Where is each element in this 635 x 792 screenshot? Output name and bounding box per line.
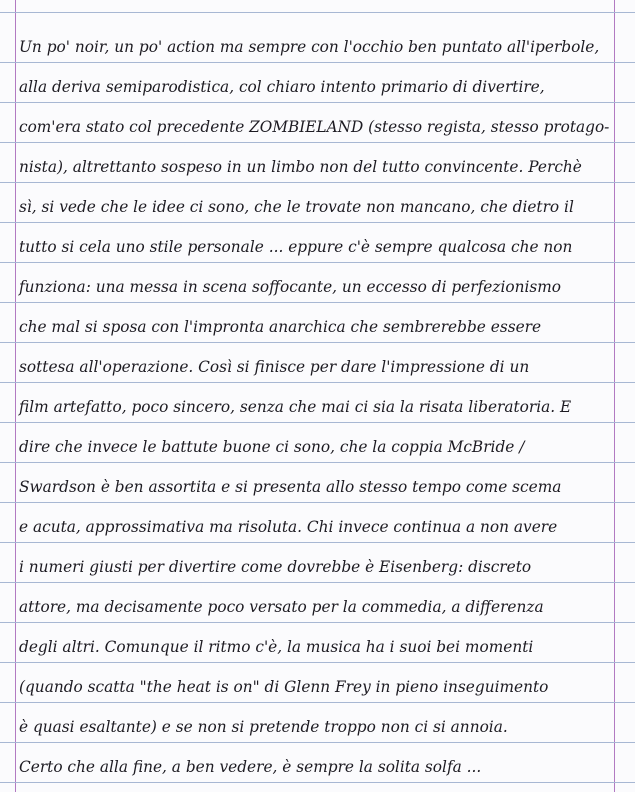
text-line: Certo che alla fine, a ben vedere, è sempre la solita solfa ... (19, 758, 482, 776)
ruled-line (0, 342, 635, 343)
ruled-line (0, 62, 635, 63)
ruled-line (0, 382, 635, 383)
text-line: attore, ma decisamente poco versato per la commedia, a differenza (19, 598, 544, 616)
text-line: è quasi esaltante) e se non si pretende troppo non ci si annoia. (19, 718, 508, 736)
text-line: funziona: una messa in scena soffocante, un eccesso di perfezionismo (19, 278, 562, 296)
ruled-line (0, 782, 635, 783)
ruled-line (0, 502, 635, 503)
ruled-line (0, 702, 635, 703)
ruled-line (0, 262, 635, 263)
text-line: nista), altrettanto sospeso in un limbo non del tutto convincente. Perchè (19, 158, 582, 176)
left-margin-line (15, 0, 16, 792)
text-line: i numeri giusti per divertire come dovrebbe è Eisenberg: discreto (19, 558, 532, 576)
text-line: dire che invece le battute buone ci sono, che la coppia McBride / (19, 438, 525, 456)
ruled-line (0, 662, 635, 663)
text-line: alla deriva semiparodistica, col chiaro intento primario di divertire, (19, 78, 545, 96)
ruled-line (0, 222, 635, 223)
text-line: e acuta, approssimativa ma risoluta. Chi invece continua a non avere (19, 518, 558, 536)
ruled-line (0, 102, 635, 103)
ruled-line (0, 12, 635, 13)
text-line: Swardson è ben assortita e si presenta allo stesso tempo come scema (19, 478, 562, 496)
text-line: sottesa all'operazione. Così si finisce per dare l'impressione di un (19, 358, 530, 376)
ruled-line (0, 422, 635, 423)
text-line: Un po' noir, un po' action ma sempre con l'occhio ben puntato all'iperbole, (19, 38, 600, 56)
right-margin-line (614, 0, 615, 792)
ruled-line (0, 542, 635, 543)
text-line: tutto si cela uno stile personale ... eppure c'è sempre qualcosa che non (19, 238, 573, 256)
text-line: che mal si sposa con l'impronta anarchica che sembrerebbe essere (19, 318, 542, 336)
ruled-line (0, 622, 635, 623)
text-line: degli altri. Comunque il ritmo c'è, la musica ha i suoi bei momenti (19, 638, 534, 656)
ruled-line (0, 582, 635, 583)
text-line: film artefatto, poco sincero, senza che mai ci sia la risata liberatoria. E (19, 398, 572, 416)
text-line: com'era stato col precedente ZOMBIELAND (stesso regista, stesso protago- (19, 118, 610, 136)
ruled-line (0, 302, 635, 303)
text-line: sì, si vede che le idee ci sono, che le trovate non mancano, che dietro il (19, 198, 574, 216)
text-line: (quando scatta "the heat is on" di Glenn Frey in pieno inseguimento (19, 678, 549, 696)
ruled-line (0, 182, 635, 183)
ruled-line (0, 742, 635, 743)
ruled-line (0, 462, 635, 463)
ruled-line (0, 142, 635, 143)
